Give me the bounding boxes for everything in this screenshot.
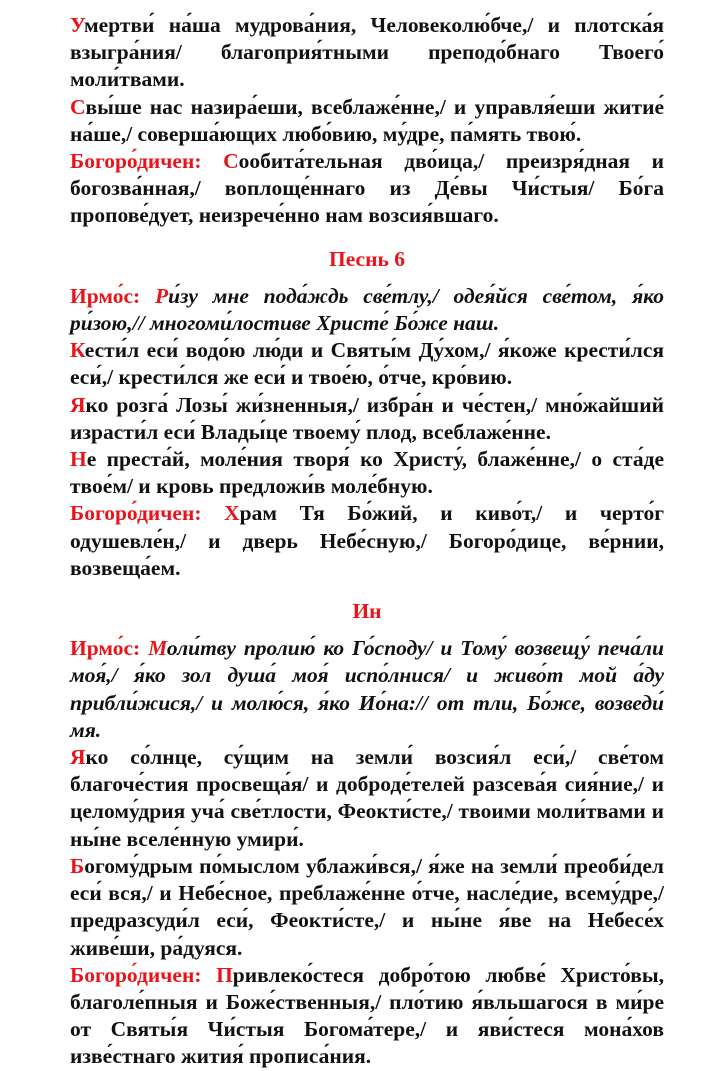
canon-heading: Ин: [352, 599, 382, 624]
troparion-6: [70, 744, 664, 853]
initial-letter: П: [216, 962, 233, 987]
troparion-text: огому́дрым по́мыслом ублажи́вся,/ я́же на земли́ преоби́дел еси́ вся,/ и Небе́сное, преблаже́нне о́тче, насле́дие, всему́дре,/ предразсуди́л еси́, Феокти́сте,/ и ны́не я́ве на Небесе́х живе́ши, ра́дуяся.: [70, 853, 664, 960]
irmos-1: [70, 283, 664, 337]
initial-letter: С: [223, 149, 239, 174]
theotokion-label: Богоро́дичен:: [70, 501, 225, 526]
irmos-text: и́зу мне пода́ждь све́тлу,/ одея́йся све́том, я́ко ри́зою,// многоми́лостиве Христе́ Бо́же наш.: [70, 283, 665, 336]
theotokion-label: Богоро́дичен:: [70, 962, 217, 987]
troparion-3: [70, 337, 664, 391]
initial-letter: Р: [154, 283, 169, 308]
initial-letter: Я: [70, 392, 86, 417]
troparion-text: ести́л еси́ водо́ю лю́ди и Святы́м Ду́хом,/ я́коже крести́лся еси́,/ крести́лся же еси́ и твое́ю, о́тче, кро́вию.: [70, 338, 664, 390]
troparion-text: ко со́лнце, су́щим на земли́ возсия́л еси́,/ све́том благоче́стия просвеща́я/ и доброде́телей разсева́я сия́ние,/ и целому́дрия уча́ све́тлости, Феокти́сте,/ твоими моли́твами и ны́не вселе́нную умири́.: [70, 745, 664, 851]
theotokion-label: Богоро́дичен:: [70, 149, 224, 174]
theotokion-2: [70, 500, 664, 582]
irmos-2: [70, 635, 664, 744]
initial-letter: М: [148, 636, 167, 661]
irmos-label: Ирмо́с:: [70, 283, 155, 308]
irmos-text: оли́тву пролию́ ко Го́споду/ и Тому́ возвещу́ печа́ли моя́,/ я́ко зол душа́ моя́ испо́лнися/ и живо́т мой а́ду прибли́жися,/ и молю́ся, я́ко Ио́на:// от тли, Бо́же, возведи́ мя.: [70, 636, 665, 742]
initial-letter: Я: [70, 745, 86, 770]
theotokion-3: [70, 962, 664, 1071]
theotokion-text: ообита́тельная дво́ица,/ преизря́дная и богозва́нная,/ воплоще́ннаго из Де́вы Чи́стыя/ Бо́га пропове́дует, неизрече́нно нам возсия́вшаго.: [70, 149, 664, 228]
ode-heading: Песнь 6: [329, 246, 405, 271]
theotokion-1: [70, 148, 664, 230]
initial-letter: Н: [70, 447, 87, 472]
troparion-text: е преста́й, моле́ния творя́ ко Христу́, блаже́нне,/ о ста́де твое́м/ и кровь предложи́в моле́бную.: [70, 447, 664, 499]
initial-letter: Х: [224, 501, 240, 526]
troparion-text: мертви́ на́ша мудрова́ния, Человеколю́бче,/ и плотска́я взыгра́ния/ благоприя́тными преподо́бнаго Твоего́ моли́твами.: [70, 13, 664, 92]
initial-letter: К: [70, 338, 85, 363]
troparion-4: [70, 392, 664, 446]
initial-letter: У: [70, 13, 85, 37]
troparion-5: [70, 446, 664, 500]
initial-letter: Б: [70, 853, 85, 878]
irmos-label: Ирмо́с:: [70, 636, 149, 661]
troparion-7: [70, 853, 664, 962]
theotokion-text: рам Тя Бо́жий, и киво́т,/ и черто́г одушевле́н,/ и дверь Небе́сную,/ Богоро́дице, ве́рнии, возвеща́ем.: [70, 501, 664, 580]
troparion-1: [70, 12, 664, 94]
troparion-text: ко розга́ Лозы́ жи́зненныя,/ избра́н и че́стен,/ мно́жайший израсти́л еси́ Влады́це твоему́ плод, всеблаже́нне.: [70, 392, 664, 444]
troparion-text: вы́ше нас назира́еши, всеблаже́нне,/ и управля́еши житие́ на́ше,/ соверша́ющих любо́вию, му́дре, па́мять твою́.: [70, 94, 664, 146]
initial-letter: С: [70, 94, 86, 119]
theotokion-text: ривлеко́стеся добро́тою любве́ Христо́вы, благоле́пныя и Боже́ственныя,/ пло́тию я́вльшагося в ми́ре от Святы́я Чи́стыя Богома́тере,/ и яви́стеся мона́хов изве́стнаго жития́ прописа́ния.: [70, 962, 664, 1069]
troparion-2: [70, 94, 664, 148]
